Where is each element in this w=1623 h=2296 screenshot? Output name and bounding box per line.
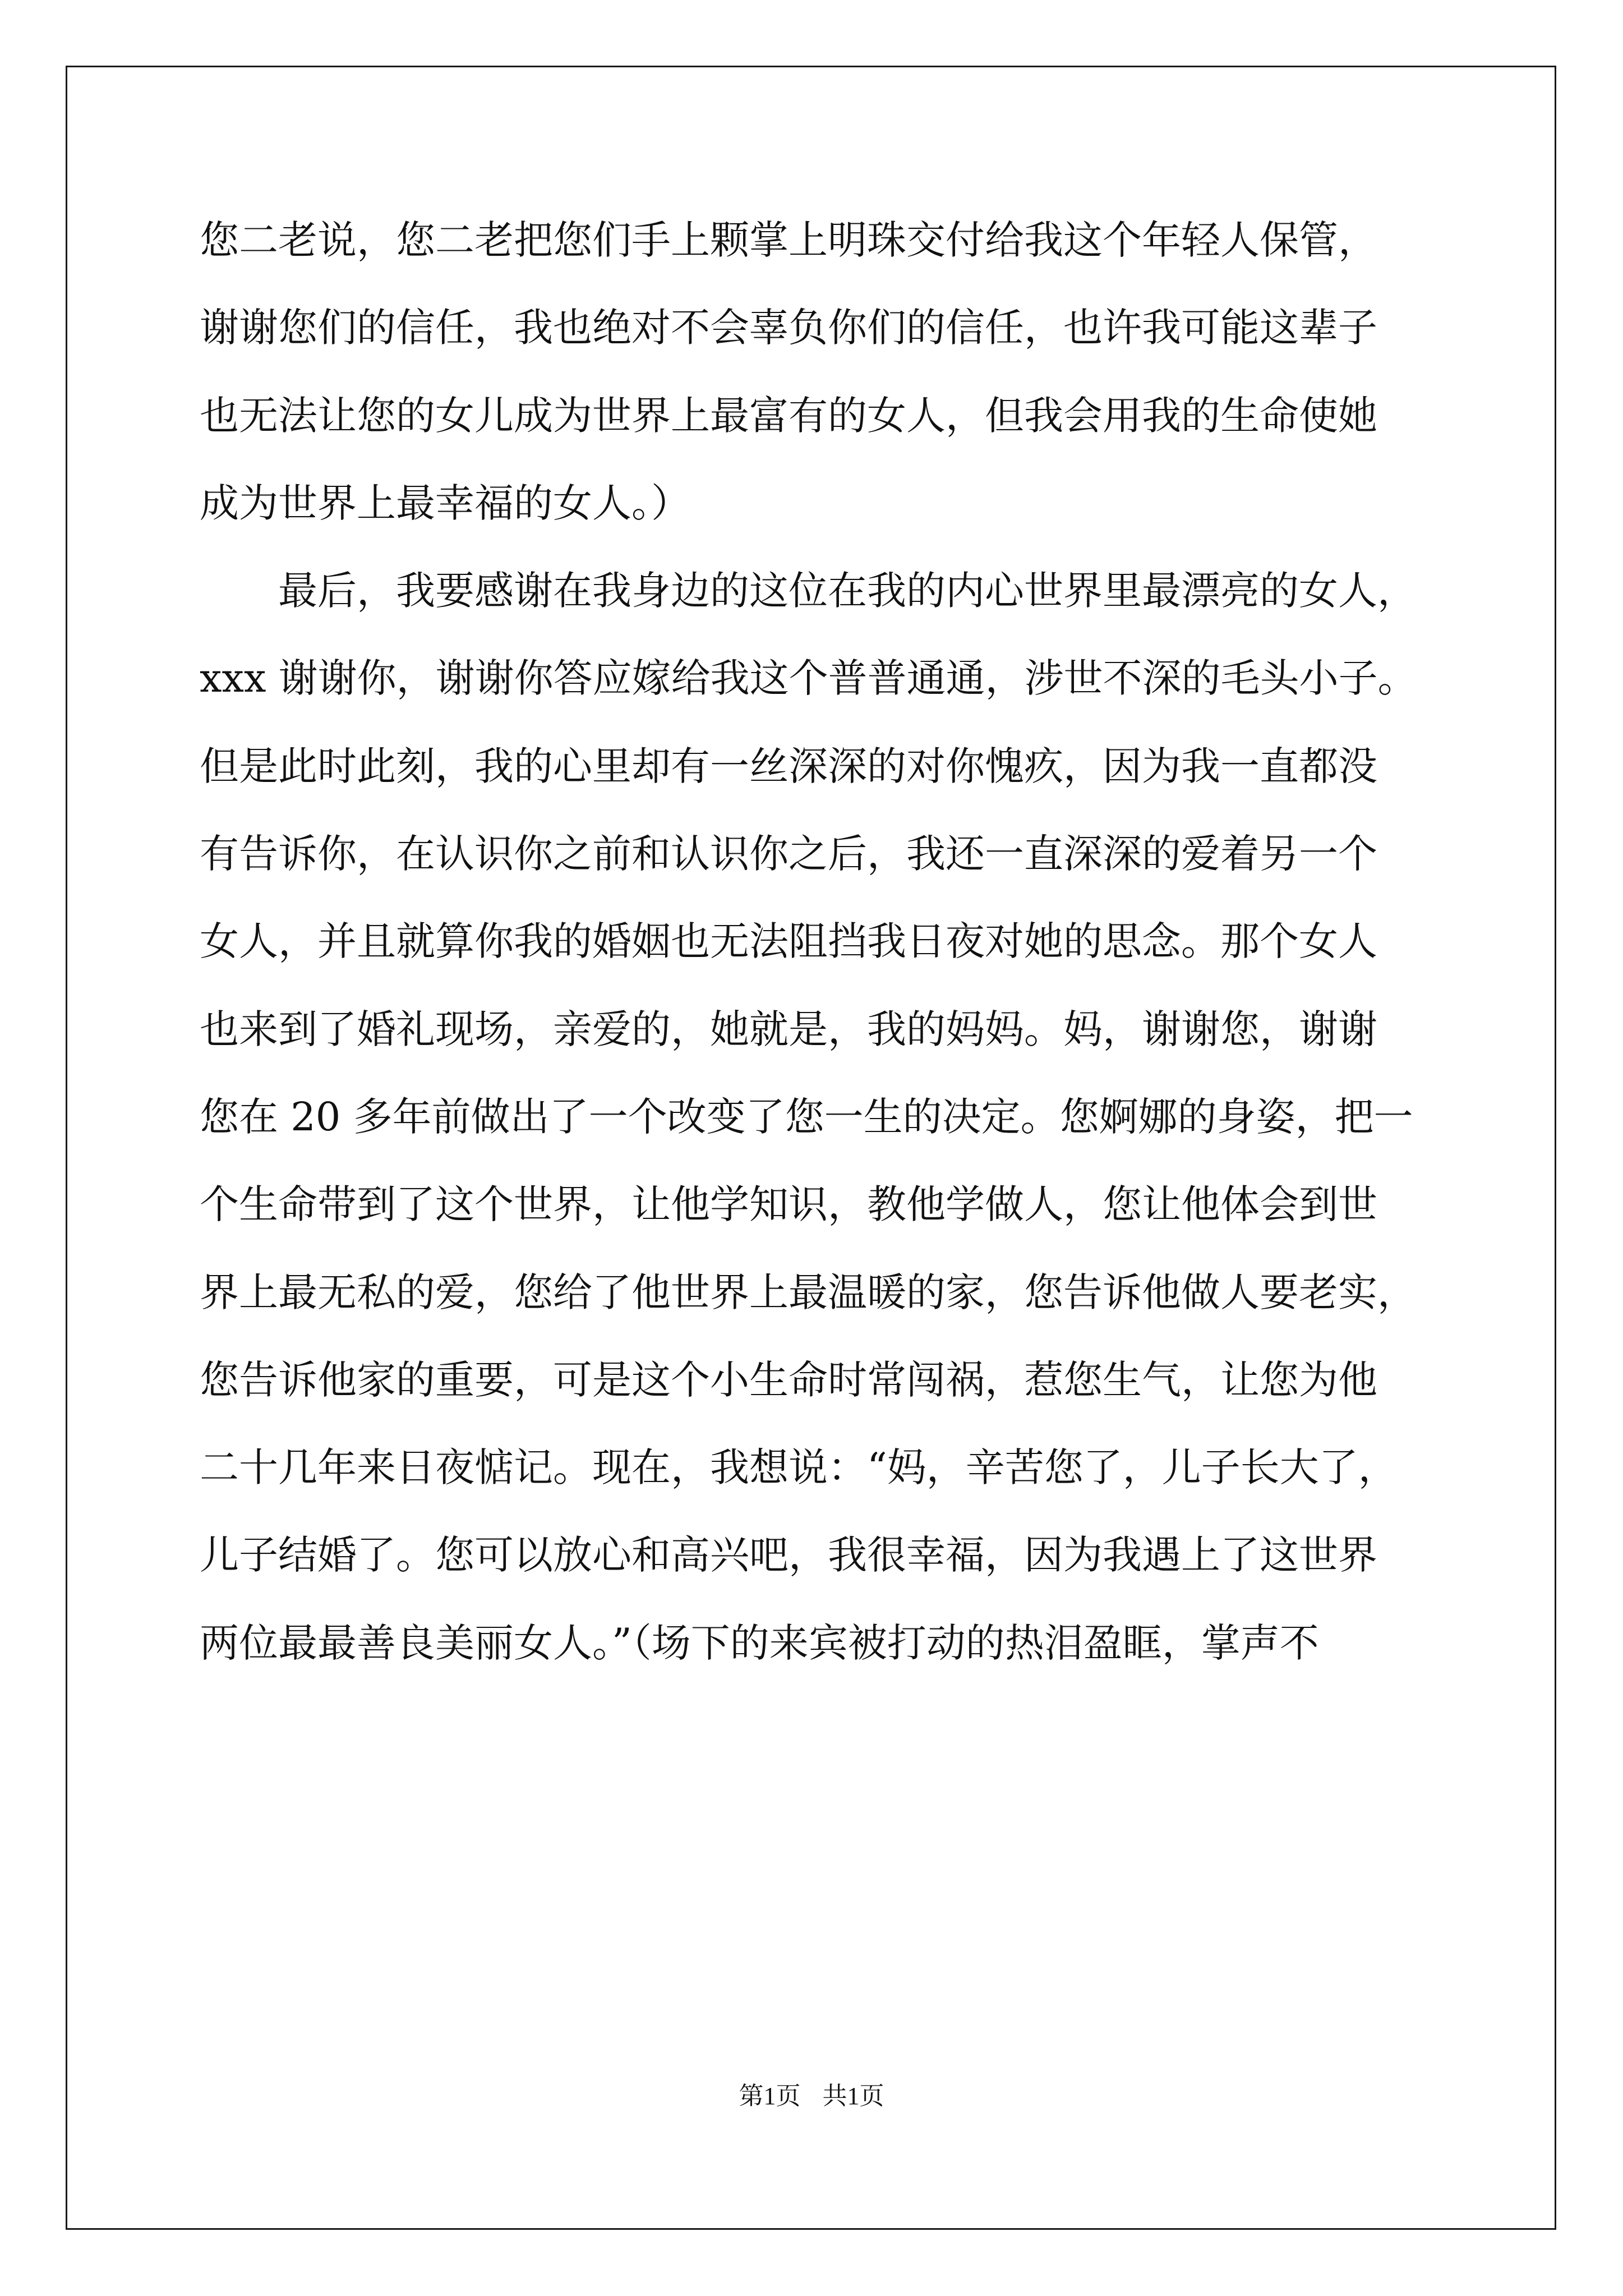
page-total: 共1页 <box>822 2082 884 2110</box>
page-footer <box>0 2076 1623 2111</box>
text-line: 您告诉他家的重要，可是这个小生命时常闯祸，惹您生气，让您为他 <box>200 1356 1377 1403</box>
text-line: 界上最无私的爱，您给了他世界上最温暖的家，您告诉他做人要老实， <box>200 1269 1417 1315</box>
text-line: 成为世界上最幸福的女人。） <box>200 480 690 526</box>
text-line: 谢谢您们的信任，我也绝对不会辜负你们的信任，也许我可能这辈子 <box>200 305 1377 351</box>
text-line: 您二老说，您二老把您们手上颗掌上明珠交付给我这个年轻人保管， <box>200 217 1377 263</box>
text-line: 也来到了婚礼现场，亲爱的，她就是，我的妈妈。妈，谢谢您，谢谢 <box>200 1006 1377 1052</box>
text-line: 女人，并且就算你我的婚姻也无法阻挡我日夜对她的思念。那个女人 <box>200 918 1377 965</box>
text-line: 也无法让您的女儿成为世界上最富有的女人，但我会用我的生命使她 <box>200 392 1377 439</box>
text-line: xxx 谢谢你，谢谢你答应嫁给我这个普普通通，涉世不深的毛头小子。 <box>200 655 1417 702</box>
text-line: 有告诉你，在认识你之前和认识你之后，我还一直深深的爱着另一个 <box>200 831 1377 877</box>
text-line: 两位最最善良美丽女人。”（场下的来宾被打动的热泪盈眶，掌声不 <box>200 1619 1319 1666</box>
body-text <box>200 196 1433 1687</box>
text-line: 但是此时此刻，我的心里却有一丝深深的对你愧疚，因为我一直都没 <box>200 743 1377 789</box>
text-line: 个生命带到了这个世界，让他学知识，教他学做人，您让他体会到世 <box>200 1181 1377 1228</box>
text-line: 您在 20 多年前做出了一个改变了您一生的决定。您婀娜的身姿，把一 <box>200 1093 1413 1140</box>
text-line: 二十几年来日夜惦记。现在，我想说：“妈，辛苦您了，儿子长大了， <box>200 1444 1398 1491</box>
page-number: 第1页 <box>739 2082 801 2110</box>
text-line: 儿子结婚了。您可以放心和高兴吧，我很幸福，因为我遇上了这世界 <box>200 1532 1377 1579</box>
text-line: 最后，我要感谢在我身边的这位在我的内心世界里最漂亮的女人， <box>200 568 1417 614</box>
